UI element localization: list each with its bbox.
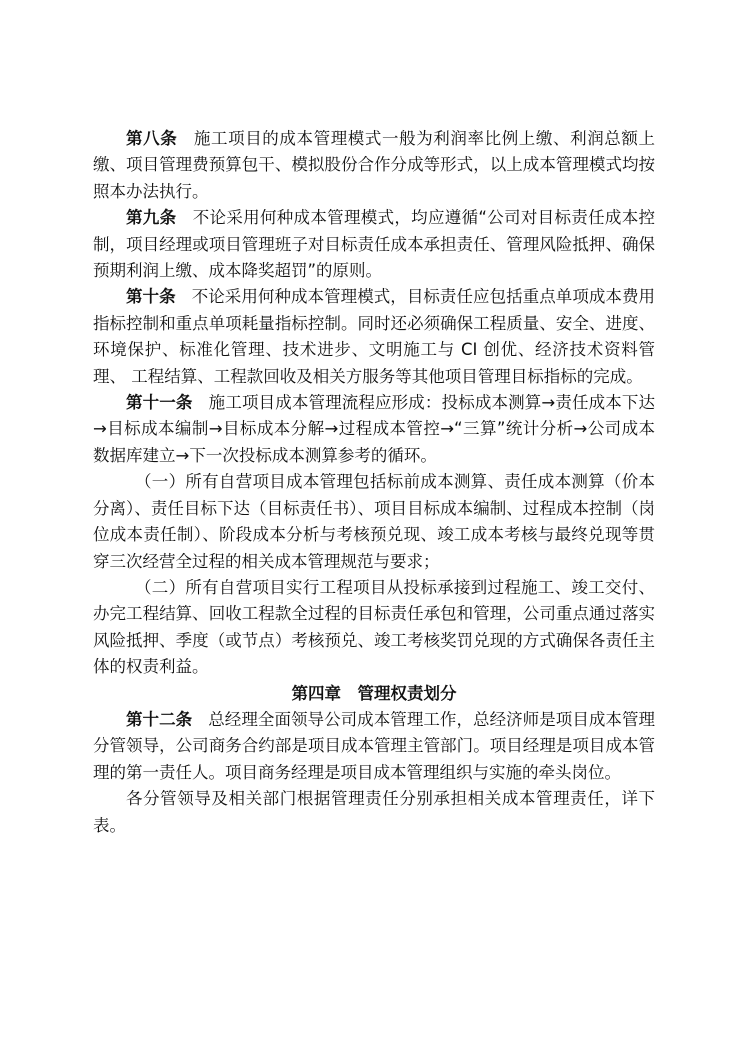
article-12 bbox=[93, 707, 655, 786]
article-text: 施工项目成本管理流程应形成：投标成本测算→责任成本下达→目标成本编制→目标成本分解→过程成本管控→“三算”统计分析→公司成本数据库建立→下一次投标成本测算参考的循环。 bbox=[93, 393, 656, 465]
article-label: 第九条 bbox=[126, 208, 177, 228]
article-label: 第八条 bbox=[126, 129, 178, 148]
article-text: 施工项目的成本管理模式一般为利润率比例上缴、利润总额上缴、项目管理费预算包干、模拟股份合作分成等形式，以上成本管理模式均按照本办法执行。 bbox=[93, 129, 656, 201]
article-text: 不论采用何种成本管理模式，均应遵循“公司对目标责任成本控制，项目经理或项目管理班子对目标责任成本承担责任、管理风险抵押、确保预期利润上缴、成本降奖超罚”的原则。 bbox=[93, 208, 655, 281]
sub-item-1: （一）所有自营项目成本管理包括标前成本测算、责任成本测算（价本分离）、责任目标下达（目标责任书）、项目目标成本编制、过程成本控制（岗位成本责任制）、阶段成本分析与考核预兑现、竣工成本考核与最终兑现等贯穿三次经营全过程的相关成本管理规范与要求； bbox=[93, 472, 655, 571]
sub-item-2: （二）所有自营项目实行工程项目从投标承接到过程施工、竣工交付、办完工程结算、回收工程款全过程的目标责任承包和管理，公司重点通过落实风险抵押、季度（或节点）考核预兑、竣工考核奖罚兑现的方式确保各责任主体的权责利益。 bbox=[93, 577, 655, 677]
article-10 bbox=[93, 284, 655, 390]
document-body bbox=[93, 126, 655, 839]
article-label: 第十条 bbox=[126, 287, 176, 307]
article-text: 不论采用何种成本管理模式，目标责任应包括重点单项成本费用指标控制和重点单项耗量指标控制。同时还必须确保工程质量、安全、进度、环境保护、标准化管理、技术进步、文明施工与 CI 创优、经济技术资料管理、 工程结算、工程款回收及相关方服务等其他项目管理目标指标的完成。 bbox=[93, 287, 656, 386]
chapter-heading: 第四章 管理权责划分 bbox=[291, 683, 457, 703]
article-label: 第十一条 bbox=[126, 393, 193, 413]
closing-paragraph: 各分管领导及相关部门根据管理责任分别承担相关成本管理责任，详下表。 bbox=[93, 789, 655, 835]
article-label: 第十二条 bbox=[126, 709, 193, 729]
article-9 bbox=[93, 205, 655, 284]
article-11 bbox=[93, 390, 655, 469]
article-text: 总经理全面领导公司成本管理工作，总经济师是项目成本管理分管领导，公司商务合约部是项目成本管理主管部门。项目经理是项目成本管理的第一责任人。项目商务经理是项目成本管理组织与实施的牵头岗位。 bbox=[93, 709, 656, 782]
article-8 bbox=[93, 126, 655, 205]
